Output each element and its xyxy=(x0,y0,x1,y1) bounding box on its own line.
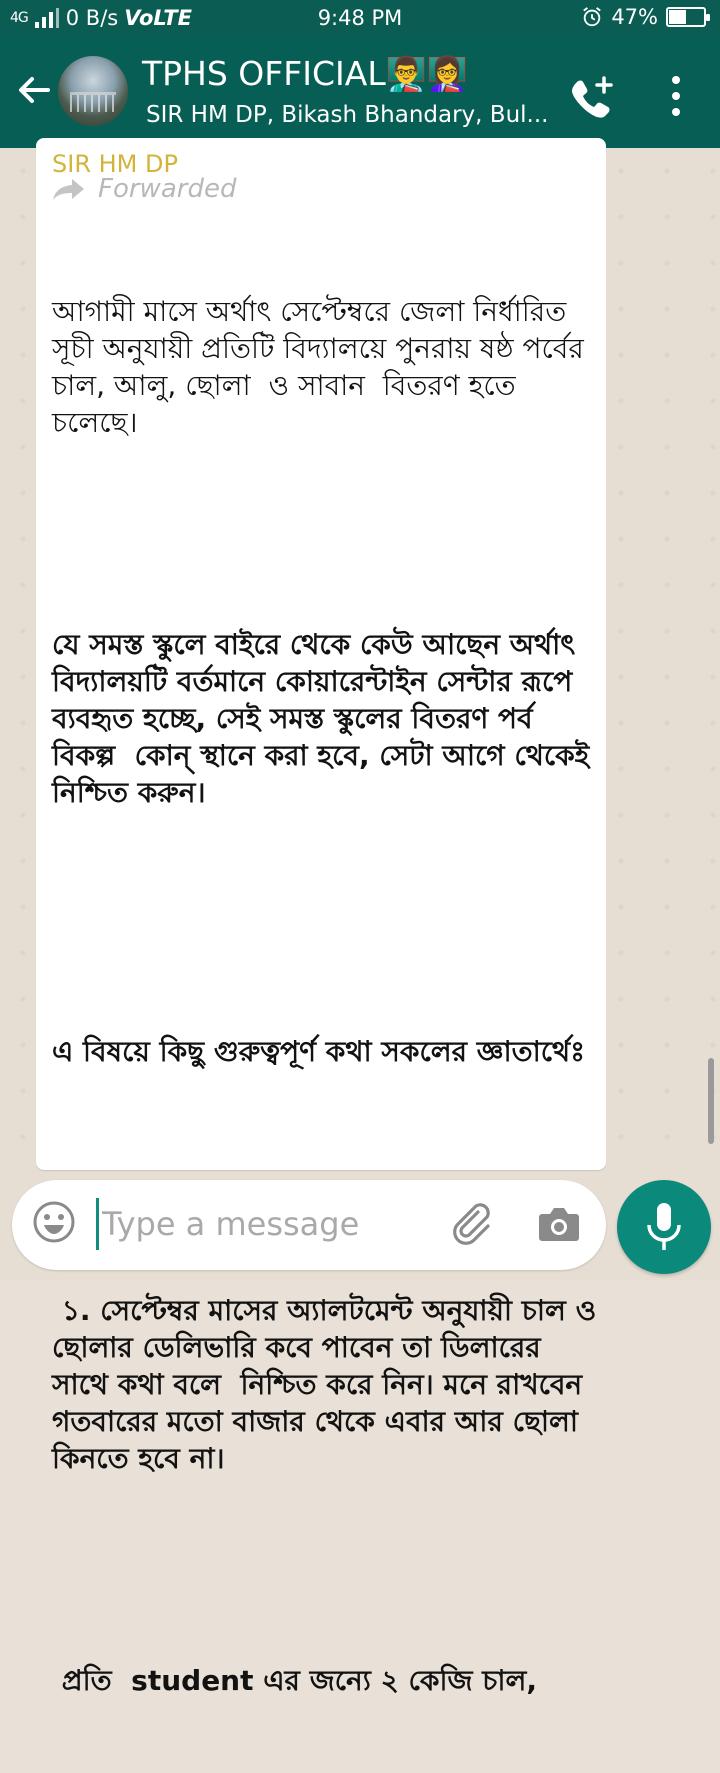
battery-percent: 47% xyxy=(611,5,658,29)
camera-icon[interactable] xyxy=(536,1202,582,1246)
microphone-icon xyxy=(644,1201,684,1253)
message-input-box[interactable] xyxy=(12,1180,606,1270)
status-bar xyxy=(0,0,720,36)
chat-header xyxy=(0,36,720,148)
forwarded-indicator xyxy=(52,174,236,204)
clock: 9:48 PM xyxy=(317,6,403,30)
volte-label: VoLTE xyxy=(124,6,192,30)
battery-icon xyxy=(666,7,706,27)
attachment-icon[interactable] xyxy=(448,1200,494,1246)
group-avatar[interactable] xyxy=(58,56,128,126)
message-paragraph: ১. সেপ্টেম্বর মাসের অ্যালটমেন্ট অনুযায়ী চাল ও ছোলার ডেলিভারি কবে পাবেন তা ডিলারের সাথে কথা বলে নিশ্চিত করে নিন। মনে রাখবেন গতবারের মতো বাজার থেকে এবার আর ছোলা কিনতে হবে না। xyxy=(52,1294,606,1475)
chat-area[interactable] xyxy=(0,148,720,1697)
message-paragraph: আগামী মাসে অর্থাৎ সেপ্টেম্বরে জেলা নির্ধারিত সূচী অনুযায়ী প্রতিটি বিদ্যালয়ে পুনরায় ষষ্ঠ পর্বের চাল, আলু, ছোলা ও সাবান বিতরণ হতে চলেছে। xyxy=(52,295,593,439)
forward-arrow-icon xyxy=(52,177,86,201)
voice-message-button[interactable] xyxy=(617,1180,711,1274)
alarm-icon xyxy=(581,6,603,28)
message-text xyxy=(52,219,606,1773)
message-paragraph: এ বিষয়ে কিছু গুরুত্বপূর্ণ কথা সকলের জ্ঞাতার্থেঃ xyxy=(52,1035,586,1068)
emoji-icon[interactable] xyxy=(32,1200,76,1244)
message-paragraph: প্রতি student এর জন্যে ২ কেজি চাল, xyxy=(52,1664,538,1697)
group-members[interactable]: SIR HM DP, Bikash Bhandary, Bul... xyxy=(146,102,549,128)
message-sender: SIR HM DP xyxy=(52,150,178,178)
message-bubble[interactable] xyxy=(36,138,606,1697)
back-arrow-icon[interactable] xyxy=(14,70,54,110)
text-caret xyxy=(96,1198,99,1250)
add-call-icon[interactable] xyxy=(568,74,616,122)
group-title[interactable]: TPHS OFFICIAL👨‍🏫👩‍🏫 xyxy=(142,54,468,93)
scrollbar-thumb[interactable] xyxy=(708,1058,714,1144)
forwarded-label: Forwarded xyxy=(98,174,237,204)
more-options-icon[interactable] xyxy=(664,74,688,118)
message-paragraph: যে সমস্ত স্কুলে বাইরে থেকে কেউ আছেন অর্থাৎ বিদ্যালয়টি বর্তমানে কোয়ারেন্টাইন সেন্টার রূপে ব্যবহৃত হচ্ছে, সেই সমস্ত স্কুলের বিতরণ পর্ব বিকল্প কোন্ স্থানে করা হবে, সেটা আগে থেকেই নিশ্চিত করুন। xyxy=(52,628,599,809)
data-speed: 0 B/s xyxy=(65,6,119,30)
signal-indicator: 4G xyxy=(10,10,28,26)
composer-bar xyxy=(0,1180,720,1280)
message-input[interactable] xyxy=(102,1194,432,1254)
